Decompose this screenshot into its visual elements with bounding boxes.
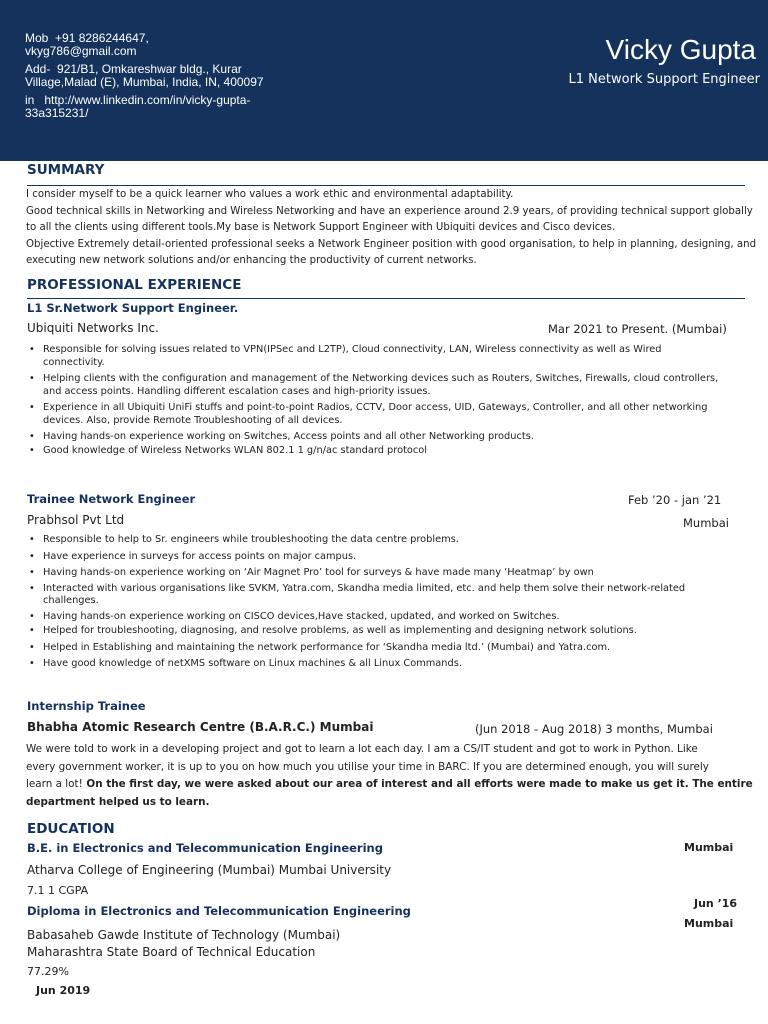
description-line: We were told to work in a developing project and got to learn a lot each day. I am a CS/IT student and got to work in Python. Like [26,743,698,755]
experience-divider [27,298,745,299]
summary-line: Objective Extremely detail-oriented professional seeks a Network Engineer position with good organisation, to help in planning, designing, and executing new network solutions and/or enhancing the productivity of current networks. [26,238,757,267]
list-item: • Having hands-on experience working on Switches, Access points and all other Networking products. [26,431,726,444]
summary-line: Good technical skills in Networking and Wireless Networking and have an experience around 2.9 years, of providing technical support globally to all the clients using different tools.My base is Network Support Engineer with Ubiquiti devices and Cisco devices. [26,205,753,234]
list-item: • Have good knowledge of netXMS software on Linux machines & all Linux Commands. [26,658,726,671]
degree-title: Diploma in Electronics and Telecommunication Engineering [27,904,411,918]
experience-heading: PROFESSIONAL EXPERIENCE [27,277,242,293]
list-item: • Experience in all Ubiquiti UniFi stuffs and point-to-point Radios, CCTV, Door access, UID, Gateways, Controller, and all other networking devices. Also, provide Remote Troubleshooting of all devices. [26,402,726,427]
job-period: Mar 2021 to Present. (Mumbai) [548,322,727,336]
company-name: Prabhsol Pvt Ltd [27,513,125,527]
resume-header [0,0,768,161]
description-text: learn a lot! [26,778,83,790]
list-item: • Have experience in surveys for access points on major campus. [26,551,726,564]
list-item: • Responsible to help to Sr. engineers while troubleshooting the data centre problems. [26,534,726,547]
education-location: Mumbai [684,917,734,930]
description-line: every government worker, it is up to you on how much you utilise your time in BARC. If you are determined enough, you will surely [26,760,709,773]
list-item: • Responsible for solving issues related to VPN(IPSec and L2TP), Cloud connectivity, LAN, Wireless connectivity as well as Wired connectivity. [26,344,726,369]
summary-heading: SUMMARY [27,162,105,178]
email-text: vkyg786@gmail.com [25,43,137,58]
company-name: Ubiquiti Networks Inc. [27,321,159,335]
summary-text [26,187,766,270]
internship-description [26,741,766,811]
candidate-role: L1 Network Support Engineer [568,72,760,87]
job-period: Feb ’20 - jan ’21 [628,493,722,507]
board-name: Maharashtra State Board of Technical Education [27,945,316,959]
description-bold-text: department helped us to learn. [26,795,210,808]
address-text: Add- 921/B1, Omkareshwar bldg., Kurar Village,Malad (E), Mumbai, India, IN, 400097 [25,62,264,89]
education-score: 7.1 1 CGPA [27,884,89,897]
list-item: • Good knowledge of Wireless Networks WLAN 802.1 1 g/n/ac standard protocol [26,445,726,458]
summary-divider [27,185,745,186]
job-title: Trainee Network Engineer [27,492,196,506]
company-name: Bhabha Atomic Research Centre (B.A.R.C.) Mumbai [27,720,374,734]
education-date: Jun ’16 [694,897,738,910]
job-period: (Jun 2018 - Aug 2018) 3 months, Mumbai [475,722,713,736]
institute-name: Babasaheb Gawde Institute of Technology (Mumbai) [27,928,341,942]
education-heading: EDUCATION [27,821,115,837]
list-item: • Having hands-on experience working on ‘Air Magnet Pro’ tool for surveys & have made many ‘Heatmap’ by own [26,567,726,580]
contact-block [25,32,290,119]
job-bullets [26,534,726,675]
education-score: 77.29% [27,965,69,978]
institute-name: Atharva College of Engineering (Mumbai) Mumbai University [27,863,392,877]
job-location: Mumbai [683,516,729,530]
list-item: • Having hands-on experience working on CISCO devices,Have stacked, updated, and worked on Switches. [26,611,726,624]
description-bold-text: On the first day, we were asked about our area of interest and all efforts were made to make us get it. The entire [82,778,753,790]
list-item: • Interacted with various organisations like SVKM, Yatra.com, Skandha media limited, etc. and help them solve their network-related challenges. [26,583,726,608]
linkedin-link[interactable]: in http://www.linkedin.com/in/vicky-gupta-33a315231/ [25,93,251,120]
job-title: Internship Trainee [27,699,146,713]
list-item: • Helped in Establishing and maintaining the network performance for ‘Skandha media ltd.’ (Mumbai) and Yatra.com. [26,642,726,655]
candidate-name: Vicky Gupta [605,34,756,65]
job-bullets [26,344,726,461]
education-date: Jun 2019 [36,984,91,997]
list-item: • Helping clients with the configuration and management of the Networking devices such as Routers, Switches, Firewalls, cloud controllers, and access points. Handling different escalation cases and high-priority issues. [26,373,726,398]
summary-line: I consider myself to be a quick learner who values a work ethic and environmental adaptability. [26,189,514,200]
education-location: Mumbai [684,841,734,854]
job-title: L1 Sr.Network Support Engineer. [27,301,239,315]
phone-text: Mob +91 8286244647, [25,31,149,45]
list-item: • Helped for troubleshooting, diagnosing, and resolve problems, as well as implementing and designing network solutions. [26,625,726,638]
degree-title: B.E. in Electronics and Telecommunication Engineering [27,841,383,855]
